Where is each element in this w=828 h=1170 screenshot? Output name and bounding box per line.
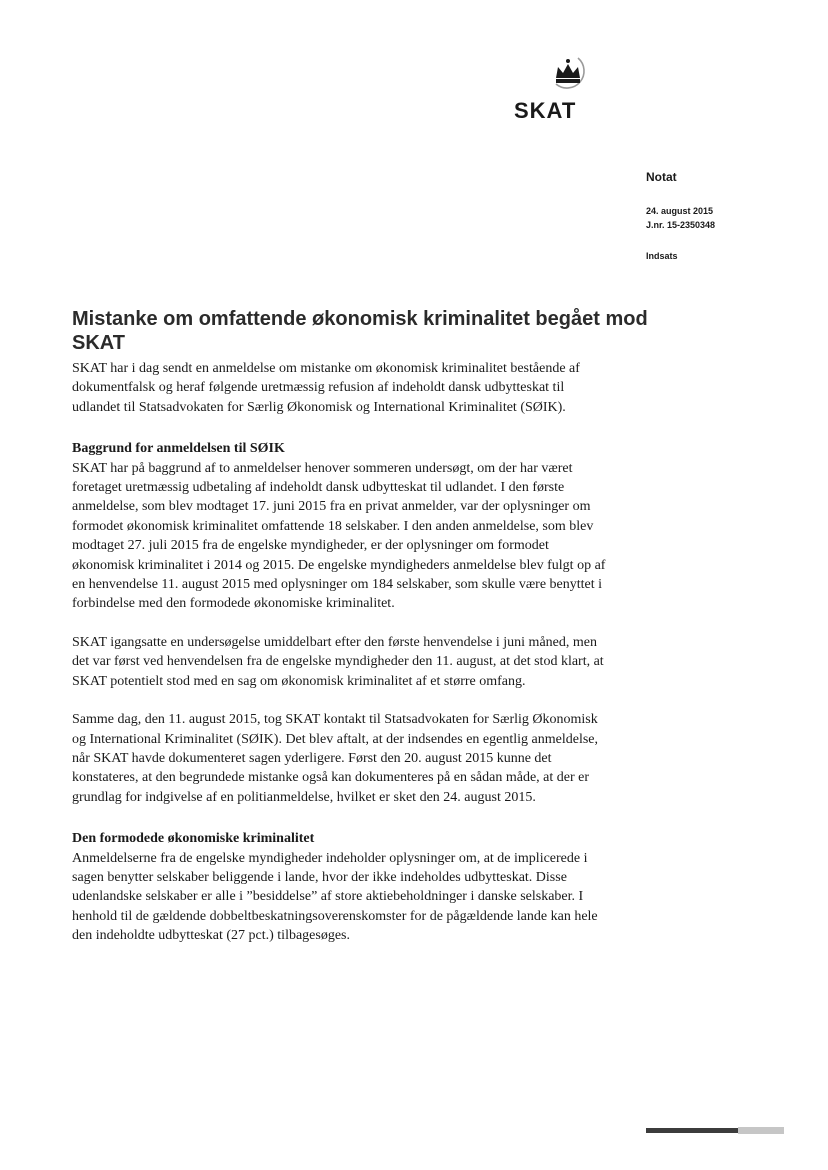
footer-divider [646, 1128, 738, 1133]
document-type: Notat [646, 170, 677, 184]
paragraph: Anmeldelserne fra de engelske myndigheder indeholder oplysninger om, at de implicerede i sagen benytter selskaber beliggende i lande, hvor der ikke indeholdes udbytteskat. Disse udenlandske selskaber er alle i ”besiddelse” af store aktiebeholdninger i danske selskaber. I henhold til de gældende dobbeltbeskatningsoverenskomster for de pågældende lande kan hele den indeholdte udbytteskat (27 pct.) tilbagesøges. [72, 850, 598, 944]
document-body [72, 359, 612, 946]
section-heading-background: Baggrund for anmeldelsen til SØIK [72, 441, 285, 457]
skat-logo-text: SKAT [514, 98, 577, 123]
document-date: 24. august 2015 [646, 206, 714, 216]
journal-number: J.nr. 15-2350348 [646, 220, 716, 230]
page-title: Mistanke om omfattende økonomisk kriminalitet begået mod SKAT [72, 308, 648, 354]
intro-paragraph: SKAT har i dag sendt en anmeldelse om mistanke om økonomisk kriminalitet bestående af dokumentfalsk og heraf følgende uretmæssig refusion af indeholdt dansk udbytteskat til udlandet til Statsadvokaten for Særlig Økonomisk og International Kriminalitet (SØIK). [72, 361, 580, 415]
paragraph: SKAT igangsatte en undersøgelse umiddelbart efter den første henvendelse i juni måned, men det var først ved henvendelsen fra de engelske myndigheder den 11. august, at det stod klart, at SKAT potentielt stod med en sag om økonomisk kriminalitet af et større omfang. [72, 634, 604, 689]
paragraph: SKAT har på baggrund af to anmeldelser henover sommeren undersøgt, om der har været foretaget uretmæssig udbetaling af indeholdt dansk udbytteskat til udlandet. I den første anmeldelse, som blev modtaget 17. juni 2015 fra en privat anmelder, var der oplysninger om formodet økonomisk kriminalitet omfattende 18 selskaber. I den anden anmeldelse, som blev modtaget 27. juli 2015 fra de engelske myndigheder, er der oplysninger om formodet økonomisk kriminalitet i 2014 og 2015. De engelske myndigheders anmeldelse blev fulgt op af en henvendelse 11. august 2015 med oplysninger om 184 selskaber, som skulle være benyttet i forbindelse med den formodede økonomiske kriminalitet. [72, 460, 606, 612]
footer-divider-accent [738, 1127, 784, 1134]
department: Indsats [646, 251, 678, 261]
paragraph: Samme dag, den 11. august 2015, tog SKAT kontakt til Statsadvokaten for Særlig Økonomisk og International Kriminalitet (SØIK). Det blev aftalt, at der indsendes en egentlig anmeldelse, når SKAT havde dokumenteret sagen yderligere. Først den 20. august 2015 kunne det konstateres, at den begrundede mistanke også kan dokumenteres på en sådan måde, at der er grundlag for indgivelse af en politianmeldelse, hvilket er sket den 24. august 2015. [72, 712, 598, 805]
crown-icon [548, 54, 590, 96]
section-heading-crime: Den formodede økonomiske kriminalitet [72, 831, 315, 847]
